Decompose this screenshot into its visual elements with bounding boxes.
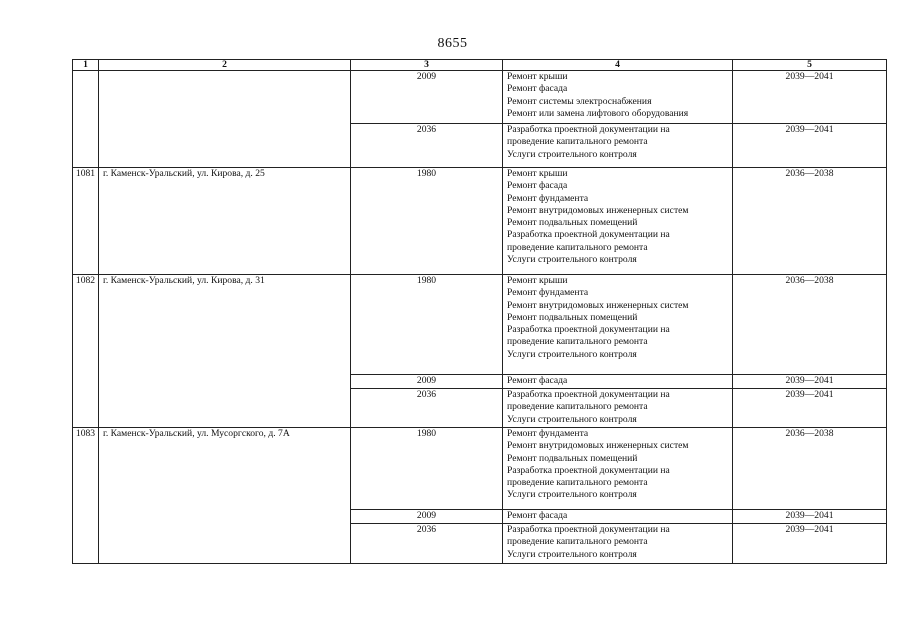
- year-cell: 1980: [351, 168, 503, 275]
- building-address: г. Каменск-Уральский, ул. Кирова, д. 31: [99, 275, 351, 428]
- table-row: [73, 275, 887, 375]
- work-item: Ремонт фасада: [507, 180, 568, 192]
- year-cell: 2009: [351, 71, 503, 124]
- year-cell: 1980: [351, 275, 503, 375]
- works-cell: [503, 71, 733, 124]
- capital-repair-table: [72, 59, 887, 564]
- period-cell: 2039—2041: [733, 510, 887, 524]
- work-item: Ремонт системы электроснабжения: [507, 95, 652, 107]
- building-address: [99, 71, 351, 168]
- year-cell: 2036: [351, 389, 503, 428]
- works-cell: [503, 168, 733, 275]
- work-item: проведение капитального ремонта: [507, 136, 648, 148]
- work-item: Ремонт крыши: [507, 275, 568, 286]
- column-header: 3: [351, 60, 503, 71]
- column-header: 1: [73, 60, 99, 71]
- work-item: Услуги строительного контроля: [507, 148, 637, 160]
- column-header: 2: [99, 60, 351, 71]
- row-number: [73, 71, 99, 168]
- work-item: Ремонт подвальных помещений: [507, 452, 638, 464]
- work-item: Разработка проектной документации на: [507, 464, 670, 476]
- work-item: Ремонт фундамента: [507, 428, 589, 439]
- works-cell: [503, 389, 733, 428]
- work-item: Услуги строительного контроля: [507, 348, 637, 360]
- works-cell: [503, 275, 733, 375]
- year-cell: 2009: [351, 510, 503, 524]
- work-item: Услуги строительного контроля: [507, 548, 637, 560]
- year-cell: 2009: [351, 375, 503, 389]
- works-cell: [503, 524, 733, 564]
- works-cell: [503, 375, 733, 389]
- works-cell: [503, 124, 733, 168]
- table-header: [73, 60, 887, 71]
- work-item: Разработка проектной документации на: [507, 324, 670, 336]
- table-body: [73, 71, 887, 564]
- year-cell: 2036: [351, 124, 503, 168]
- work-item: Ремонт фасада: [507, 83, 568, 95]
- period-cell: 2036—2038: [733, 428, 887, 510]
- building-address: г. Каменск-Уральский, ул. Кирова, д. 25: [99, 168, 351, 275]
- work-item: Услуги строительного контроля: [507, 489, 637, 501]
- work-item: Ремонт крыши: [507, 71, 568, 82]
- work-item: проведение капитального ремонта: [507, 401, 648, 413]
- period-cell: 2039—2041: [733, 389, 887, 428]
- row-number: 1082: [73, 275, 99, 428]
- period-cell: 2036—2038: [733, 275, 887, 375]
- work-item: проведение капитального ремонта: [507, 536, 648, 548]
- work-item: Ремонт подвальных помещений: [507, 217, 638, 229]
- work-item: проведение капитального ремонта: [507, 241, 648, 253]
- table-row: [73, 168, 887, 275]
- work-item: Ремонт подвальных помещений: [507, 311, 638, 323]
- work-item: Ремонт фундамента: [507, 287, 589, 299]
- work-item: Разработка проектной документации на: [507, 229, 670, 241]
- building-address: г. Каменск-Уральский, ул. Мусоргского, д. 7А: [99, 428, 351, 564]
- work-item: Ремонт или замена лифтового оборудования: [507, 107, 689, 119]
- page-number: 8655: [437, 36, 468, 51]
- period-cell: 2039—2041: [733, 124, 887, 168]
- work-item: проведение капитального ремонта: [507, 336, 648, 348]
- work-item: Услуги строительного контроля: [507, 254, 637, 266]
- year-cell: 2036: [351, 524, 503, 564]
- row-number: 1083: [73, 428, 99, 564]
- work-item: Ремонт крыши: [507, 168, 568, 179]
- work-item: Разработка проектной документации на: [507, 389, 670, 400]
- work-item: Ремонт внутридомовых инженерных систем: [507, 299, 689, 311]
- period-cell: 2039—2041: [733, 524, 887, 564]
- work-item: Ремонт внутридомовых инженерных систем: [507, 440, 689, 452]
- period-cell: 2039—2041: [733, 71, 887, 124]
- works-cell: [503, 428, 733, 510]
- work-item: Разработка проектной документации на: [507, 124, 670, 135]
- table-row: [73, 428, 887, 510]
- row-number: 1081: [73, 168, 99, 275]
- work-item: Ремонт фундамента: [507, 192, 589, 204]
- works-cell: [503, 510, 733, 524]
- work-item: Услуги строительного контроля: [507, 413, 637, 425]
- work-item: Ремонт внутридомовых инженерных систем: [507, 204, 689, 216]
- work-item: Ремонт фасада: [507, 510, 568, 521]
- period-cell: 2036—2038: [733, 168, 887, 275]
- column-header: 4: [503, 60, 733, 71]
- work-item: Ремонт фасада: [507, 375, 568, 386]
- table-row: [73, 71, 887, 124]
- work-item: Разработка проектной документации на: [507, 524, 670, 535]
- period-cell: 2039—2041: [733, 375, 887, 389]
- column-header: 5: [733, 60, 887, 71]
- year-cell: 1980: [351, 428, 503, 510]
- work-item: проведение капитального ремонта: [507, 477, 648, 489]
